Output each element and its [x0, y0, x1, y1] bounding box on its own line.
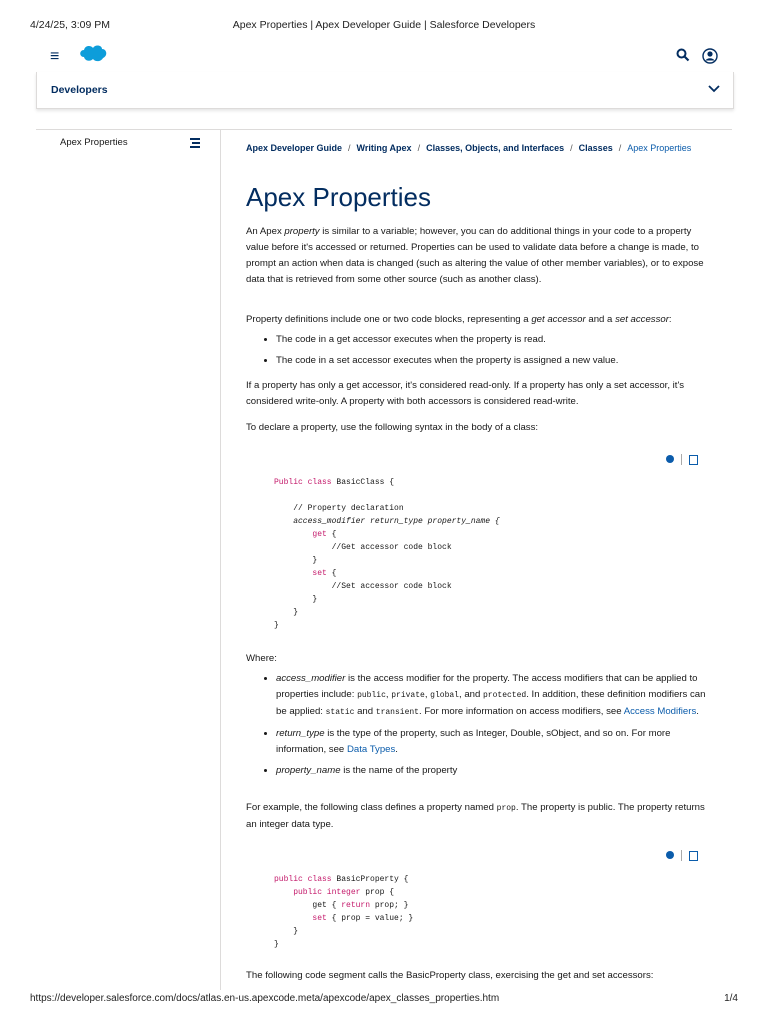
print-page-number: 1/4	[724, 993, 738, 1004]
developers-dropdown[interactable]	[36, 72, 734, 109]
list-item: • return_type is the type of the property, such as Integer, Double, sObject, and so on. For more information, see Data Types.	[276, 726, 712, 758]
breadcrumb-classes[interactable]: Classes	[578, 143, 613, 153]
access-modifiers-link[interactable]: Access Modifiers	[623, 706, 697, 717]
breadcrumb-writing-apex[interactable]: Writing Apex	[356, 143, 412, 153]
breadcrumb-apex-developer-guide[interactable]: Apex Developer Guide	[246, 143, 343, 153]
print-title: Apex Properties | Apex Developer Guide | Salesforce Developers	[232, 19, 536, 31]
copy-icon[interactable]	[689, 851, 698, 861]
declare-paragraph: To declare a property, use the following syntax in the body of a class:	[246, 422, 539, 433]
breadcrumb-classes-objects-interfaces[interactable]: Classes, Objects, and Interfaces	[426, 143, 565, 153]
intro-paragraph: An Apex property is similar to a variable; however, you can do additional things in your code to a property value before it's accessed or returned. Properties can be used to validate data before a change is made, to prompt an action when data is changed (such as altering the value of other member variables), or to expose data that is retrieved from some other source (such as another class).	[246, 226, 704, 285]
theme-toggle-icon[interactable]	[666, 455, 674, 463]
list-item: • access_modifier is the access modifier for the property. The access modifiers that can be applied to properties include: public, private, global, and protected. In addition, these definition modifiers can be applied: static and transient. For more information on access modifiers, see Access Modifiers.	[276, 671, 712, 721]
page-title: Apex Properties	[246, 182, 431, 212]
accessor-paragraph: Property definitions include one or two code blocks, representing a get accessor and a set accessor:	[246, 314, 672, 325]
breadcrumb-current: Apex Properties	[627, 143, 692, 153]
user-avatar-icon[interactable]	[702, 48, 718, 64]
example-paragraph: For example, the following class defines a property named prop. The property is public. The property returns an integer data type.	[246, 802, 705, 830]
list-item: • property_name is the name of the property	[276, 763, 712, 779]
code-toolbar	[666, 850, 706, 862]
print-url: https://developer.salesforce.com/docs/atlas.en-us.apexcode.meta/apexcode/apex_classes_properties.htm	[30, 993, 500, 1004]
top-nav-bar	[36, 38, 732, 72]
accessor-list	[246, 332, 712, 369]
print-date: 4/24/25, 3:09 PM	[30, 19, 110, 31]
table-of-contents-icon[interactable]	[190, 138, 200, 148]
where-label: Where:	[246, 653, 277, 664]
breadcrumb: Apex Developer Guide / Writing Apex / Classes, Objects, and Interfaces / Classes / Apex Properties	[246, 143, 692, 153]
theme-toggle-icon[interactable]	[666, 851, 674, 859]
code-toolbar	[666, 454, 706, 466]
divider	[681, 454, 682, 465]
divider	[681, 850, 682, 861]
copy-icon[interactable]	[689, 455, 698, 465]
developers-label: Developers	[51, 84, 108, 96]
list-item: • The code in a get accessor executes when the property is read.	[276, 332, 712, 348]
code-block-example: public class BasicProperty { public integer prop { get { return prop; } set { prop = value; } } }	[274, 875, 414, 949]
data-types-link[interactable]: Data Types	[346, 744, 396, 755]
code-block-syntax: Public class BasicClass { // Property declaration access_modifier return_type property_name { get { //Get accessor code block } set { //Set accessor code block } } }	[274, 478, 500, 630]
menu-icon[interactable]: ≡	[50, 48, 60, 65]
sidebar-item-apex-properties[interactable]: Apex Properties	[60, 137, 128, 148]
chevron-down-icon	[707, 84, 721, 94]
salesforce-logo[interactable]	[78, 43, 108, 65]
call-paragraph: The following code segment calls the BasicProperty class, exercising the get and set accessors:	[246, 970, 654, 981]
list-item: • The code in a set accessor executes when the property is assigned a new value.	[276, 353, 712, 369]
read-write-paragraph: If a property has only a get accessor, it's considered read-only. If a property has only a set accessor, it's considered write-only. A property with both accessors is considered read-write.	[246, 380, 685, 407]
search-icon[interactable]	[676, 48, 690, 62]
sidebar	[36, 130, 221, 990]
parameter-list	[246, 671, 712, 779]
